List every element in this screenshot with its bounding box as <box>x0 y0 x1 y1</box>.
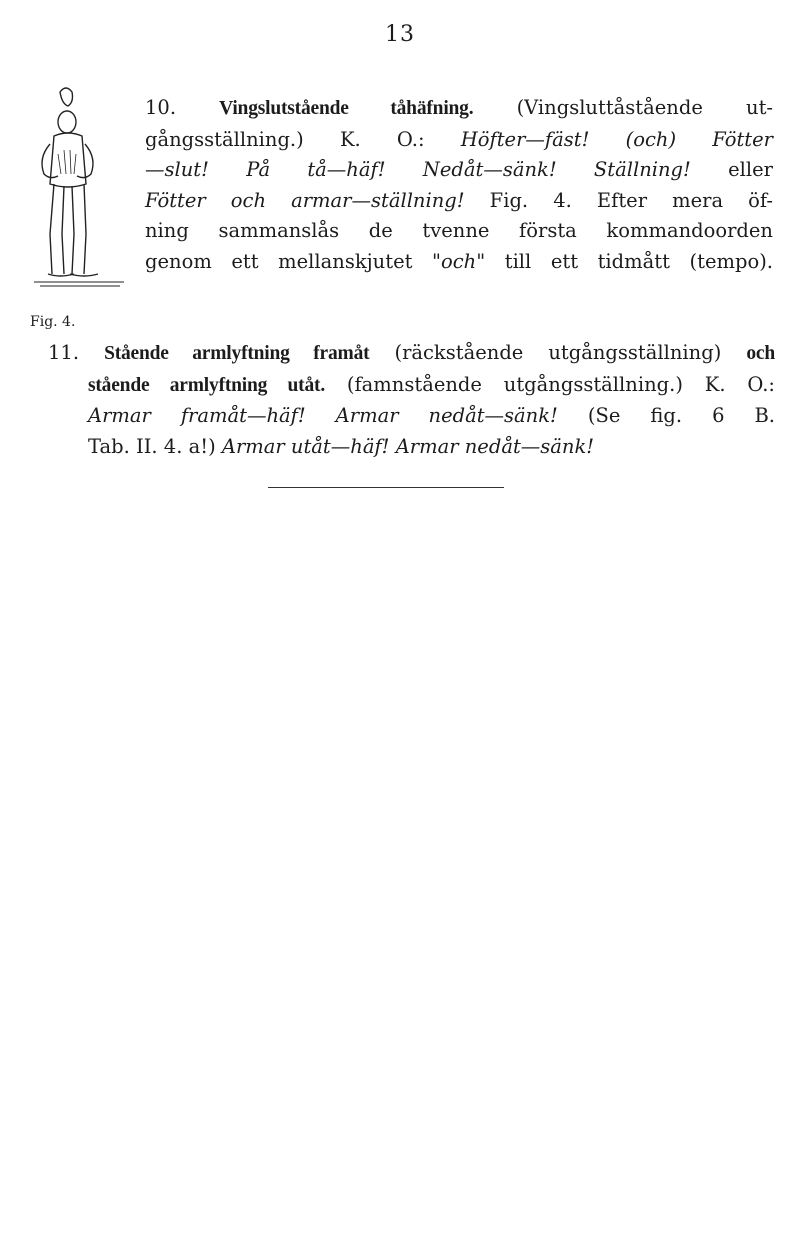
exercise-11-och: och <box>746 343 776 364</box>
exercise-10-line3a: —slut! På tå—häf! Nedåt—sänk! Ställning! <box>145 158 691 182</box>
exercise-11-number: 11. <box>48 341 80 364</box>
page-number: 13 <box>385 22 415 47</box>
exercise-11-line2: (famnstående utgångsställning.) K. O.: <box>325 372 775 396</box>
exercise-10-line6b: "och" <box>432 249 486 273</box>
exercise-10-line4a: Fötter och armar—ställning! <box>145 188 465 212</box>
exercise-11-paragraph <box>48 338 775 462</box>
exercise-11-line3b: (Se fig. 6 B. <box>557 404 775 428</box>
exercise-10-line6a: genom ett mellanskjutet <box>145 249 433 273</box>
exercise-10-line4b: Fig. 4. Efter mera öf- <box>464 188 773 212</box>
exercise-10-number: 10. <box>145 96 177 119</box>
exercise-10-line6c: till ett tidmått (tempo). <box>485 249 773 273</box>
exercise-10-line1: (Vingsluttåstående ut- <box>516 96 774 119</box>
figure-caption: Fig. 4. <box>30 314 76 330</box>
exercise-10-line2b: Höfter—fäst! (och) Fötter <box>460 127 773 151</box>
standing-figure-illustration <box>30 84 126 290</box>
exercise-10-title: Vingslutstående tåhäfning. <box>219 98 474 119</box>
exercise-10-line5: ning sammanslås de tvenne första kommandoorden <box>145 219 773 243</box>
exercise-11-line1: (räckstående utgångsställning) <box>369 341 747 364</box>
exercise-10-line3b: eller <box>690 158 773 182</box>
exercise-11-line4a: Tab. II. 4. a!) <box>88 434 222 458</box>
exercise-11-line3a: Armar framåt—häf! Armar nedåt—sänk! <box>88 404 558 428</box>
exercise-11-title-b: stående armlyftning utåt. <box>88 374 325 396</box>
exercise-10-line2a: gångsställning.) K. O.: <box>145 127 461 151</box>
exercise-11-title-a: Stående armlyftning framåt <box>104 343 370 364</box>
exercise-11-line4b: Armar utåt—häf! Armar nedåt—sänk! <box>221 434 595 458</box>
section-divider <box>268 487 504 488</box>
exercise-10-paragraph <box>145 93 773 278</box>
